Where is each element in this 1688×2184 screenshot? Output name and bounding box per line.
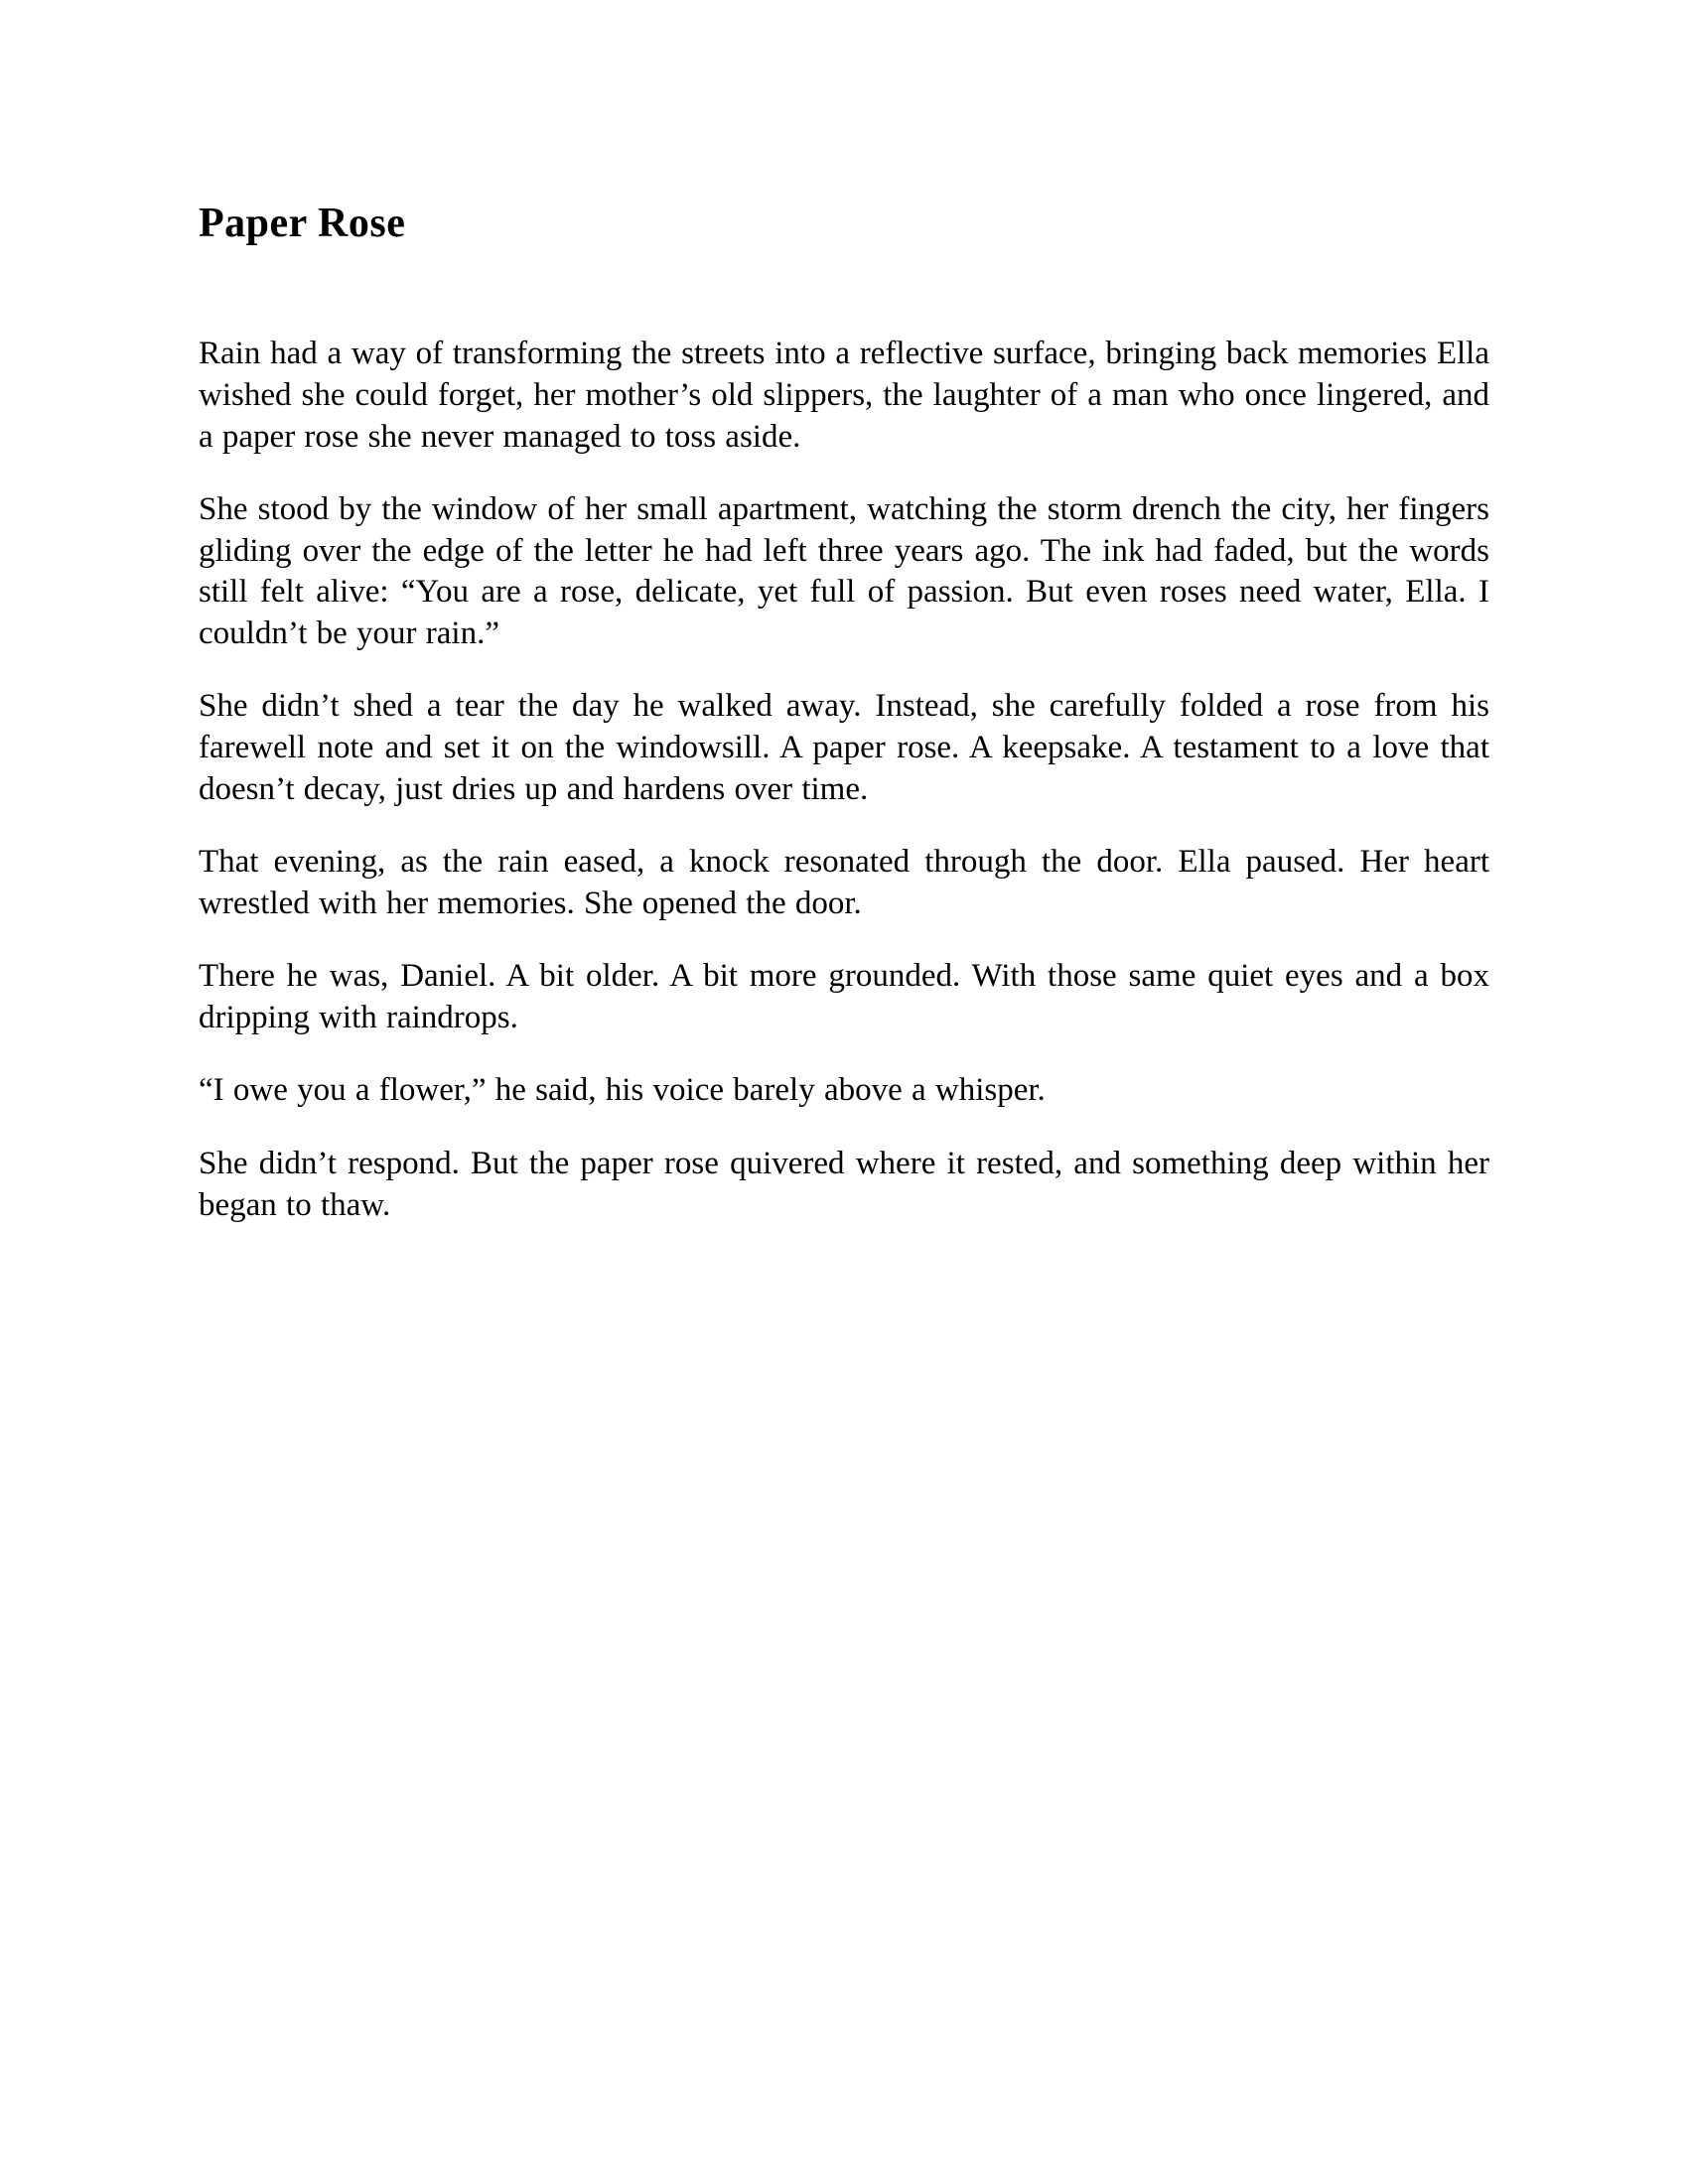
story-paragraph: She stood by the window of her small apartment, watching the storm drench the city, her fingers gliding over the edge of the letter he had left three years ago. The ink had faded, but the words still felt alive: “You are a rose, delicate, yet full of passion. But even roses need water, Ella. I couldn’t be your rain.” <box>199 491 1489 651</box>
page-title: Paper Rose <box>199 201 406 246</box>
story-paragraph: Rain had a way of transforming the streets into a reflective surface, bringing back memories Ella wished she could forget, her mother’s old slippers, the laughter of a man who once lingered, and a paper rose she never managed to toss aside. <box>199 336 1489 455</box>
story-paragraph: “I owe you a flower,” he said, his voice barely above a whisper. <box>199 1072 1046 1109</box>
story-paragraph: That evening, as the rain eased, a knock resonated through the door. Ella paused. Her heart wrestled with her memories. She opened the door. <box>199 844 1489 921</box>
story-paragraph: There he was, Daniel. A bit older. A bit more grounded. With those same quiet eyes and a box dripping with raindrops. <box>199 958 1489 1035</box>
story-body <box>199 334 1489 1226</box>
story-paragraph: She didn’t respond. But the paper rose quivered where it rested, and something deep within her began to thaw. <box>199 1146 1489 1223</box>
story-paragraph: She didn’t shed a tear the day he walked away. Instead, she carefully folded a rose from his farewell note and set it on the windowsill. A paper rose. A keepsake. A testament to a love that doesn’t decay, just dries up and hardens over time. <box>199 688 1489 807</box>
